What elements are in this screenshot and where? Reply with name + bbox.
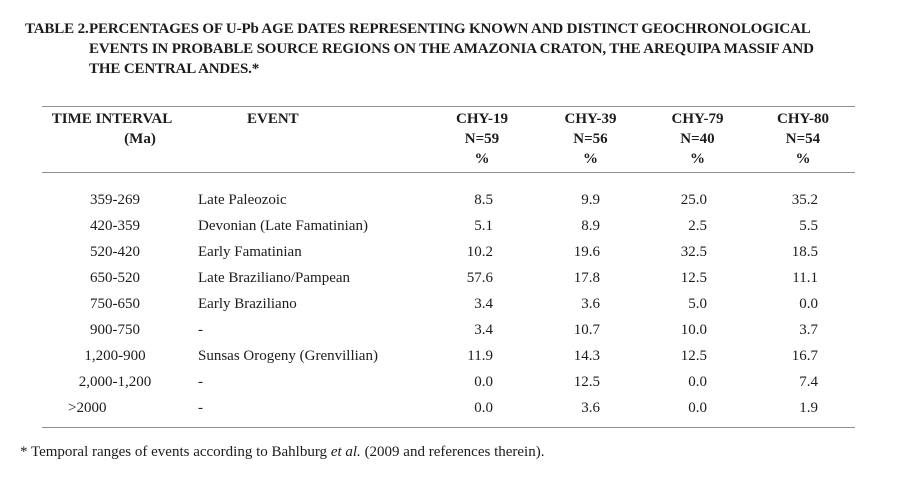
time-interval-cell: 2,000-1,200 [78,374,152,390]
table-row [42,369,855,395]
sample-count: N=40 [680,131,715,147]
column-header-event: EVENT [182,107,427,173]
chy-19-value: 3.4 [474,296,493,312]
percent-sign: % [795,151,811,167]
event-cell: Devonian (Late Famatinian) [198,218,368,234]
title-line-2: EVENTS IN PROBABLE SOURCE REGIONS ON THE AMAZONIA CRATON, THE AREQUIPA MASSIF AND [89,41,814,57]
event-cell: - [198,374,203,390]
chy-80-value: 1.9 [751,395,855,428]
sample-name: CHY-79 [671,111,724,127]
sample-name: CHY-19 [456,111,508,127]
chy-80-value: 7.4 [799,374,818,390]
chy-19-value: 10.2 [466,244,493,260]
chy-39-value: 14.3 [573,348,600,364]
chy-79-value: 12.5 [680,348,707,364]
footnote-et-al: et al. [330,444,361,460]
table-title-text [89,19,814,79]
sample-count: N=56 [573,131,608,147]
chy-19-value: 11.9 [467,348,493,364]
event-cell: Late Paleozoic [198,192,287,208]
table-row [42,265,855,291]
column-header-time-interval [42,107,182,173]
chy-39-value: 9.9 [581,192,600,208]
sample-count: N=54 [785,131,821,147]
table-body [42,173,855,428]
event-cell: Sunsas Orogeny (Grenvillian) [198,348,378,364]
chy-79-value: 5.0 [688,296,707,312]
table-header [42,107,855,173]
chy-79-value: 2.5 [688,218,707,234]
time-interval-cell: 520-420 [90,244,140,260]
chy-19-value: 3.4 [474,322,493,338]
table-row [42,213,855,239]
table-title [25,19,814,79]
chy-39-value: 3.6 [537,395,644,428]
time-interval-cell: 420-359 [90,218,140,234]
chy-80-value: 0.0 [799,296,818,312]
table-row [42,239,855,265]
time-interval-label: TIME INTERVAL [51,111,173,127]
event-cell: - [198,322,203,338]
chy-39-value: 19.6 [573,244,600,260]
geochronology-percentages-table [42,106,855,428]
column-header-chy-19 [427,107,537,173]
chy-39-value: 12.5 [573,374,600,390]
chy-79-value: 25.0 [680,192,707,208]
time-interval-cell: >2000 [42,395,182,428]
chy-80-value: 18.5 [791,244,818,260]
chy-19-value: 8.5 [474,192,493,208]
table-row [42,317,855,343]
chy-19-value: 5.1 [474,218,493,234]
time-interval-cell: 650-520 [90,270,140,286]
sample-count: N=59 [464,131,500,147]
sample-name: CHY-80 [777,111,829,127]
event-cell: - [182,395,427,428]
column-header-chy-79 [644,107,751,173]
chy-80-value: 16.7 [791,348,818,364]
chy-80-value: 11.1 [792,270,818,286]
table-row [42,395,855,428]
time-interval-cell: 750-650 [90,296,140,312]
time-interval-cell: 900-750 [90,322,140,338]
chy-39-value: 8.9 [581,218,600,234]
chy-19-value: 57.6 [466,270,493,286]
title-line-1: PERCENTAGES OF U-Pb AGE DATES REPRESENTING KNOWN AND DISTINCT GEOCHRONOLOGICAL [89,21,811,37]
table-row [42,291,855,317]
time-interval-cell: 1,200-900 [84,348,146,364]
chy-19-value: 0.0 [474,374,493,390]
table-row [42,173,855,214]
percent-sign: % [690,151,705,167]
table-footnote [20,442,544,462]
table-number-label: TABLE 2. [25,21,89,37]
footnote-text-end: (2009 and references therein). [360,444,545,460]
header-row [42,107,855,173]
event-cell: Early Famatinian [198,244,302,260]
percent-sign: % [583,151,598,167]
chy-79-value: 32.5 [680,244,707,260]
ma-unit-label: (Ma) [124,131,156,147]
chy-80-value: 35.2 [791,192,818,208]
chy-19-value: 0.0 [427,395,537,428]
sample-name: CHY-39 [564,111,617,127]
chy-80-value: 5.5 [799,218,818,234]
title-line-3: THE CENTRAL ANDES.* [89,61,260,77]
chy-79-value: 0.0 [644,395,751,428]
percent-sign: % [474,151,490,167]
event-cell: Early Braziliano [198,296,297,312]
chy-39-value: 10.7 [573,322,600,338]
chy-79-value: 10.0 [680,322,707,338]
chy-79-value: 12.5 [680,270,707,286]
column-header-chy-39 [537,107,644,173]
footnote-text: * Temporal ranges of events according to Bahlburg [20,444,331,460]
time-interval-cell: 359-269 [90,192,140,208]
event-cell: Late Braziliano/Pampean [198,270,351,286]
table-row [42,343,855,369]
chy-80-value: 3.7 [799,322,818,338]
chy-79-value: 0.0 [688,374,707,390]
chy-39-value: 3.6 [581,296,600,312]
column-header-chy-80 [751,107,855,173]
chy-39-value: 17.8 [573,270,600,286]
